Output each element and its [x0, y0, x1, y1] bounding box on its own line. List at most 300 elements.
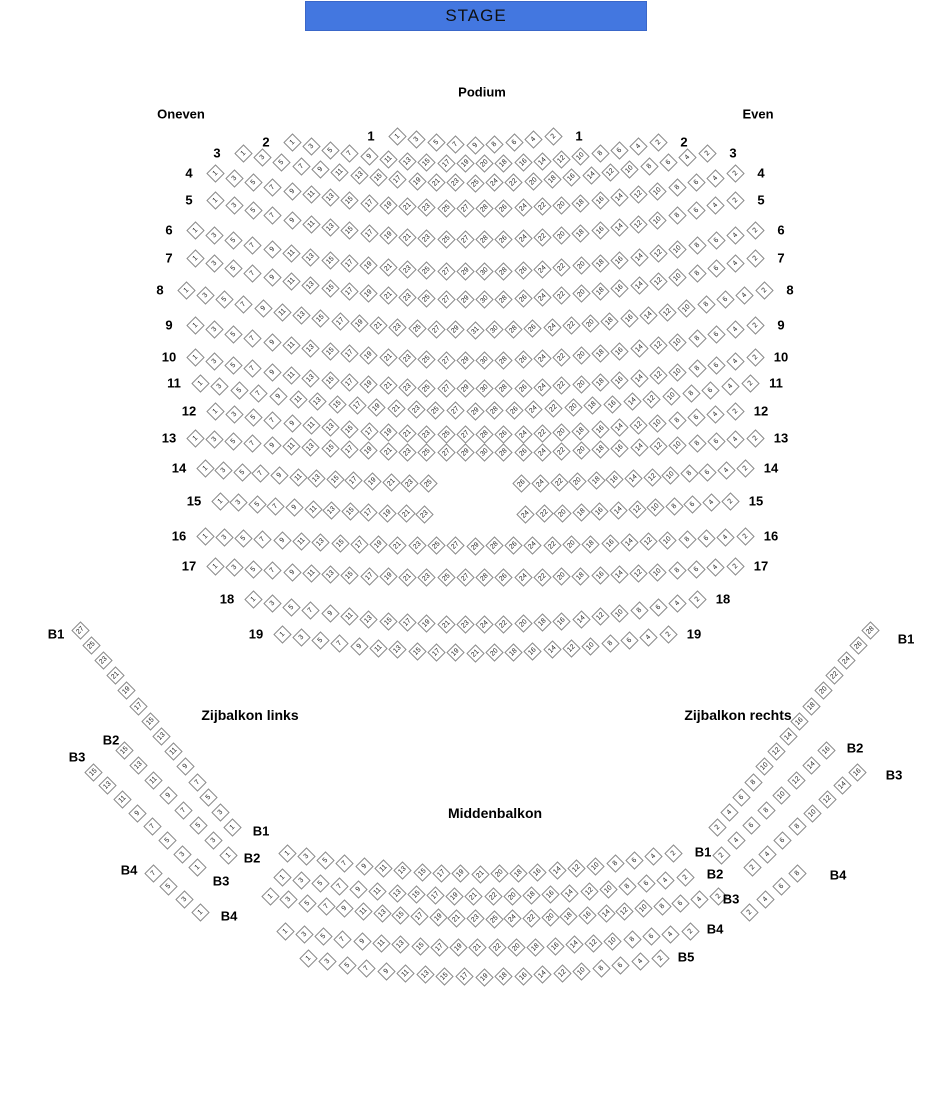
main-row-10-seat[interactable]: 28: [495, 379, 513, 397]
main-row-8-seat[interactable]: 18: [601, 312, 619, 330]
main-row-9-seat[interactable]: 2: [746, 316, 764, 334]
main-row-4-seat[interactable]: 19: [379, 196, 397, 214]
middenbalkon-B2-seat[interactable]: 22: [484, 888, 502, 906]
balcony-left-B3-seat[interactable]: 11: [114, 790, 132, 808]
middenbalkon-B5-seat[interactable]: 13: [416, 966, 434, 984]
middenbalkon-B3-seat[interactable]: 5: [298, 894, 316, 912]
main-row-14-seat[interactable]: 13: [307, 469, 325, 487]
main-row-7-seat[interactable]: 21: [379, 287, 397, 305]
main-row-8-seat[interactable]: 5: [215, 291, 233, 309]
main-row-3-seat[interactable]: 7: [292, 157, 310, 175]
main-row-3-seat[interactable]: 16: [562, 169, 580, 187]
main-row-19-seat[interactable]: 19: [446, 644, 464, 662]
main-row-19-seat[interactable]: 5: [311, 632, 329, 650]
main-row-15-seat[interactable]: 20: [553, 504, 571, 522]
main-row-2-seat[interactable]: 1: [283, 133, 301, 151]
main-row-13-seat[interactable]: 16: [611, 440, 629, 458]
main-row-13-seat[interactable]: 6: [707, 433, 725, 451]
middenbalkon-B1-seat[interactable]: 10: [587, 857, 605, 875]
main-row-12-seat[interactable]: 14: [610, 418, 628, 436]
main-row-18-seat[interactable]: 5: [282, 598, 300, 616]
middenbalkon-B4-seat[interactable]: 7: [334, 930, 352, 948]
main-row-6-seat[interactable]: 24: [533, 260, 551, 278]
middenbalkon-B3-seat[interactable]: 19: [429, 908, 447, 926]
middenbalkon-B3-seat[interactable]: 20: [541, 908, 559, 926]
main-row-11-seat[interactable]: 22: [544, 400, 562, 418]
main-row-7-seat[interactable]: 5: [224, 260, 242, 278]
main-row-18-seat[interactable]: 24: [475, 616, 493, 634]
main-row-12-seat[interactable]: 9: [283, 414, 301, 432]
balcony-left-B2-seat[interactable]: 9: [159, 786, 177, 804]
main-row-8-seat[interactable]: 24: [543, 318, 561, 336]
main-row-9-seat[interactable]: 7: [244, 329, 262, 347]
middenbalkon-B1-seat[interactable]: 3: [297, 848, 315, 866]
main-row-4-seat[interactable]: 7: [264, 178, 282, 196]
main-row-19-seat[interactable]: 10: [582, 637, 600, 655]
main-row-3-seat[interactable]: 20: [524, 172, 542, 190]
main-row-18-seat[interactable]: 2: [688, 590, 706, 608]
main-row-19-seat[interactable]: 3: [292, 628, 310, 646]
main-row-11-seat[interactable]: 5: [230, 381, 248, 399]
main-row-9-seat[interactable]: 30: [475, 352, 493, 370]
main-row-16-seat[interactable]: 11: [292, 533, 310, 551]
middenbalkon-B5-seat[interactable]: 9: [377, 962, 395, 980]
main-row-19-seat[interactable]: 20: [485, 644, 503, 662]
main-row-18-seat[interactable]: 21: [437, 615, 455, 633]
middenbalkon-B1-seat[interactable]: 19: [451, 865, 469, 883]
main-row-4-seat[interactable]: 10: [649, 182, 667, 200]
balcony-right-B3-seat[interactable]: 12: [818, 790, 836, 808]
balcony-right-B1-seat[interactable]: 6: [732, 788, 750, 806]
main-row-8-seat[interactable]: 26: [524, 319, 542, 337]
main-row-16-seat[interactable]: 26: [504, 537, 522, 555]
main-row-7-seat[interactable]: 30: [475, 291, 493, 309]
middenbalkon-B1-seat[interactable]: 16: [529, 863, 547, 881]
main-row-9-seat[interactable]: 3: [205, 321, 223, 339]
main-row-15-seat[interactable]: 18: [572, 503, 590, 521]
main-row-16-seat[interactable]: 2: [736, 527, 754, 545]
main-row-9-seat[interactable]: 26: [514, 351, 532, 369]
main-row-1-seat[interactable]: 2: [544, 127, 562, 145]
main-row-18-seat[interactable]: 17: [398, 613, 416, 631]
main-row-12-seat[interactable]: 16: [591, 420, 609, 438]
main-row-16-seat[interactable]: 16: [601, 534, 619, 552]
main-row-9-seat[interactable]: 27: [437, 351, 455, 369]
main-row-13-seat[interactable]: 9: [263, 436, 281, 454]
main-row-12-seat[interactable]: 25: [437, 426, 455, 444]
main-row-6-seat[interactable]: 19: [360, 257, 378, 275]
middenbalkon-B2-seat[interactable]: 1: [273, 868, 291, 886]
main-row-18-seat[interactable]: 10: [611, 605, 629, 623]
main-row-7-seat[interactable]: 11: [282, 273, 300, 291]
middenbalkon-B4-seat[interactable]: 8: [623, 930, 641, 948]
middenbalkon-B5-seat[interactable]: 3: [318, 953, 336, 971]
main-row-18-seat[interactable]: 19: [418, 615, 436, 633]
main-row-6-seat[interactable]: 29: [456, 263, 474, 281]
main-row-17-seat[interactable]: 17: [360, 567, 378, 585]
balcony-left-B4-seat[interactable]: 3: [175, 890, 193, 908]
main-row-14-seat[interactable]: 18: [587, 472, 605, 490]
middenbalkon-B1-seat[interactable]: 11: [374, 860, 392, 878]
middenbalkon-B5-seat[interactable]: 5: [338, 956, 356, 974]
middenbalkon-B1-seat[interactable]: 8: [606, 855, 624, 873]
main-row-7-seat[interactable]: 9: [263, 269, 281, 287]
middenbalkon-B5-seat[interactable]: 17: [455, 968, 473, 986]
main-row-19-seat[interactable]: 11: [369, 639, 387, 657]
main-row-14-seat[interactable]: 10: [661, 466, 679, 484]
main-row-3-seat[interactable]: 13: [350, 166, 368, 184]
main-row-6-seat[interactable]: 13: [302, 248, 320, 266]
main-row-4-seat[interactable]: 18: [572, 194, 590, 212]
main-row-10-seat[interactable]: 18: [591, 373, 609, 391]
main-row-14-seat[interactable]: 15: [326, 471, 344, 489]
balcony-left-B2-seat[interactable]: 7: [174, 801, 192, 819]
main-row-9-seat[interactable]: 15: [321, 342, 339, 360]
balcony-left-B1-seat[interactable]: 1: [223, 818, 241, 836]
balcony-left-B3-seat[interactable]: 5: [158, 831, 176, 849]
middenbalkon-B1-seat[interactable]: 12: [567, 860, 585, 878]
main-row-5-seat[interactable]: 18: [572, 224, 590, 242]
main-row-2-seat[interactable]: 3: [302, 137, 320, 155]
main-row-14-seat[interactable]: 6: [699, 463, 717, 481]
middenbalkon-B3-seat[interactable]: 22: [522, 909, 540, 927]
main-row-2-seat[interactable]: 9: [360, 147, 378, 165]
main-row-12-seat[interactable]: 7: [264, 411, 282, 429]
main-row-7-seat[interactable]: 19: [360, 285, 378, 303]
main-row-14-seat[interactable]: 12: [643, 468, 661, 486]
main-row-12-seat[interactable]: 11: [302, 416, 320, 434]
main-row-8-seat[interactable]: 13: [292, 306, 310, 324]
main-row-17-seat[interactable]: 24: [514, 568, 532, 586]
main-row-15-seat[interactable]: 10: [646, 499, 664, 517]
main-row-17-seat[interactable]: 11: [302, 564, 320, 582]
main-row-10-seat[interactable]: 16: [611, 371, 629, 389]
main-row-4-seat[interactable]: 17: [360, 194, 378, 212]
main-row-19-seat[interactable]: 12: [562, 639, 580, 657]
main-row-12-seat[interactable]: 22: [533, 424, 551, 442]
main-row-4-seat[interactable]: 20: [552, 196, 570, 214]
middenbalkon-B2-seat[interactable]: 5: [311, 875, 329, 893]
main-row-17-seat[interactable]: 15: [341, 566, 359, 584]
main-row-8-seat[interactable]: 9: [254, 299, 272, 317]
main-row-10-seat[interactable]: 5: [224, 356, 242, 374]
main-row-10-seat[interactable]: 3: [205, 352, 223, 370]
main-row-8-seat[interactable]: 20: [581, 314, 599, 332]
main-row-13-seat[interactable]: 1: [186, 429, 204, 447]
main-row-16-seat[interactable]: 17: [350, 535, 368, 553]
main-row-17-seat[interactable]: 1: [206, 557, 224, 575]
main-row-7-seat[interactable]: 25: [418, 290, 436, 308]
main-row-8-seat[interactable]: 29: [447, 321, 465, 339]
main-row-15-seat[interactable]: 16: [591, 502, 609, 520]
main-row-5-seat[interactable]: 25: [437, 230, 455, 248]
balcony-right-B1-seat[interactable]: 16: [791, 712, 809, 730]
balcony-right-B1-seat[interactable]: 10: [755, 758, 773, 776]
main-row-18-seat[interactable]: 18: [533, 613, 551, 631]
main-row-6-seat[interactable]: 16: [611, 252, 629, 270]
middenbalkon-B5-seat[interactable]: 2: [651, 949, 669, 967]
middenbalkon-B5-seat[interactable]: 7: [357, 959, 375, 977]
main-row-10-seat[interactable]: 20: [572, 375, 590, 393]
main-row-13-seat[interactable]: 7: [244, 434, 262, 452]
main-row-9-seat[interactable]: 21: [379, 348, 397, 366]
middenbalkon-B2-seat[interactable]: 8: [618, 878, 636, 896]
main-row-16-seat[interactable]: 21: [389, 536, 407, 554]
main-row-8-seat[interactable]: 6: [716, 291, 734, 309]
middenbalkon-B1-seat[interactable]: 17: [432, 864, 450, 882]
middenbalkon-B5-seat[interactable]: 4: [631, 953, 649, 971]
balcony-left-B1-seat[interactable]: 19: [118, 682, 136, 700]
balcony-right-B1-seat[interactable]: 24: [837, 651, 855, 669]
balcony-right-B1-seat[interactable]: 26: [849, 636, 867, 654]
main-row-13-seat[interactable]: 14: [630, 439, 648, 457]
balcony-right-B1-seat[interactable]: 4: [720, 803, 738, 821]
main-row-5-seat[interactable]: 16: [591, 222, 609, 240]
main-row-17-seat[interactable]: 13: [321, 565, 339, 583]
main-row-5-seat[interactable]: 19: [379, 226, 397, 244]
middenbalkon-B4-seat[interactable]: 15: [411, 937, 429, 955]
middenbalkon-B2-seat[interactable]: 7: [330, 878, 348, 896]
main-row-8-seat[interactable]: 15: [312, 309, 330, 327]
middenbalkon-B4-seat[interactable]: 12: [584, 934, 602, 952]
main-row-9-seat[interactable]: 20: [572, 347, 590, 365]
main-row-7-seat[interactable]: 8: [688, 264, 706, 282]
main-row-15-seat[interactable]: 23: [415, 505, 433, 523]
main-row-7-seat[interactable]: 14: [630, 276, 648, 294]
main-row-11-seat[interactable]: 16: [603, 395, 621, 413]
main-row-19-seat[interactable]: 4: [639, 628, 657, 646]
main-row-4-seat[interactable]: 13: [321, 189, 339, 207]
main-row-4-seat[interactable]: 8: [668, 178, 686, 196]
main-row-2-seat[interactable]: 20: [475, 155, 493, 173]
balcony-right-B1-seat[interactable]: 20: [814, 682, 832, 700]
main-row-12-seat[interactable]: 13: [321, 418, 339, 436]
middenbalkon-B3-seat[interactable]: 3: [279, 890, 297, 908]
main-row-11-seat[interactable]: 17: [348, 397, 366, 415]
main-row-4-seat[interactable]: 12: [630, 186, 648, 204]
main-row-2-seat[interactable]: 12: [552, 150, 570, 168]
main-row-5-seat[interactable]: 10: [649, 211, 667, 229]
middenbalkon-B2-seat[interactable]: 4: [657, 871, 675, 889]
main-row-6-seat[interactable]: 22: [553, 259, 571, 277]
middenbalkon-B3-seat[interactable]: 13: [373, 904, 391, 922]
main-row-9-seat[interactable]: 14: [630, 339, 648, 357]
middenbalkon-B5-seat[interactable]: 11: [397, 964, 415, 982]
main-row-15-seat[interactable]: 14: [609, 501, 627, 519]
main-row-15-seat[interactable]: 15: [341, 502, 359, 520]
middenbalkon-B2-seat[interactable]: 10: [599, 880, 617, 898]
main-row-6-seat[interactable]: 17: [340, 254, 358, 272]
main-row-12-seat[interactable]: 24: [514, 425, 532, 443]
main-row-13-seat[interactable]: 2: [746, 429, 764, 447]
main-row-5-seat[interactable]: 2: [726, 191, 744, 209]
balcony-right-B2-seat[interactable]: 14: [802, 756, 820, 774]
main-row-4-seat[interactable]: 28: [475, 200, 493, 218]
main-row-18-seat[interactable]: 16: [553, 612, 571, 630]
main-row-16-seat[interactable]: 3: [215, 528, 233, 546]
middenbalkon-B1-seat[interactable]: 6: [625, 851, 643, 869]
middenbalkon-B3-seat[interactable]: 23: [466, 910, 484, 928]
main-row-17-seat[interactable]: 12: [630, 564, 648, 582]
main-row-6-seat[interactable]: 25: [418, 262, 436, 280]
main-row-11-seat[interactable]: 21: [387, 400, 405, 418]
main-row-2-seat[interactable]: 18: [495, 154, 513, 172]
main-row-3-seat[interactable]: 5: [272, 153, 290, 171]
balcony-right-B3-seat[interactable]: 6: [773, 831, 791, 849]
main-row-2-seat[interactable]: 10: [572, 147, 590, 165]
main-row-16-seat[interactable]: 15: [331, 534, 349, 552]
main-row-2-seat[interactable]: 8: [591, 144, 609, 162]
balcony-right-B1-seat[interactable]: 8: [744, 773, 762, 791]
main-row-14-seat[interactable]: 1: [196, 459, 214, 477]
main-row-13-seat[interactable]: 5: [224, 433, 242, 451]
balcony-right-B3-seat[interactable]: 16: [848, 763, 866, 781]
main-row-4-seat[interactable]: 22: [533, 197, 551, 215]
middenbalkon-B5-seat[interactable]: 1: [299, 949, 317, 967]
main-row-7-seat[interactable]: 17: [340, 282, 358, 300]
main-row-14-seat[interactable]: 2: [736, 459, 754, 477]
main-row-17-seat[interactable]: 14: [610, 565, 628, 583]
main-row-11-seat[interactable]: 23: [407, 401, 425, 419]
main-row-17-seat[interactable]: 3: [225, 559, 243, 577]
middenbalkon-B5-seat[interactable]: 6: [612, 956, 630, 974]
balcony-left-B1-seat[interactable]: 3: [211, 803, 229, 821]
main-row-12-seat[interactable]: 8: [668, 411, 686, 429]
main-row-2-seat[interactable]: 11: [379, 150, 397, 168]
main-row-3-seat[interactable]: 11: [330, 164, 348, 182]
main-row-17-seat[interactable]: 20: [552, 567, 570, 585]
middenbalkon-B4-seat[interactable]: 16: [546, 937, 564, 955]
main-row-12-seat[interactable]: 15: [341, 420, 359, 438]
main-row-3-seat[interactable]: 4: [678, 149, 696, 167]
main-row-6-seat[interactable]: 7: [244, 236, 262, 254]
middenbalkon-B5-seat[interactable]: 16: [514, 967, 532, 985]
main-row-7-seat[interactable]: 27: [437, 290, 455, 308]
main-row-11-seat[interactable]: 10: [662, 388, 680, 406]
middenbalkon-B1-seat[interactable]: 2: [664, 844, 682, 862]
main-row-5-seat[interactable]: 14: [610, 218, 628, 236]
main-row-19-seat[interactable]: 9: [350, 637, 368, 655]
main-row-11-seat[interactable]: 3: [210, 378, 228, 396]
main-row-10-seat[interactable]: 13: [302, 369, 320, 387]
main-row-16-seat[interactable]: 9: [273, 532, 291, 550]
main-row-6-seat[interactable]: 20: [572, 257, 590, 275]
main-row-19-seat[interactable]: 14: [543, 641, 561, 659]
main-row-14-seat[interactable]: 11: [289, 468, 307, 486]
balcony-left-B3-seat[interactable]: 7: [143, 818, 161, 836]
main-row-6-seat[interactable]: 26: [514, 262, 532, 280]
main-row-13-seat[interactable]: 29: [456, 444, 474, 462]
main-row-3-seat[interactable]: 8: [640, 157, 658, 175]
main-row-18-seat[interactable]: 13: [360, 610, 378, 628]
main-row-14-seat[interactable]: 4: [717, 461, 735, 479]
middenbalkon-B3-seat[interactable]: 9: [335, 900, 353, 918]
main-row-8-seat[interactable]: 25: [408, 319, 426, 337]
main-row-10-seat[interactable]: 7: [244, 360, 262, 378]
main-row-17-seat[interactable]: 10: [649, 563, 667, 581]
main-row-10-seat[interactable]: 26: [514, 379, 532, 397]
main-row-4-seat[interactable]: 9: [283, 182, 301, 200]
main-row-17-seat[interactable]: 26: [495, 569, 513, 587]
main-row-9-seat[interactable]: 4: [726, 321, 744, 339]
main-row-7-seat[interactable]: 16: [611, 280, 629, 298]
balcony-left-B3-seat[interactable]: 1: [188, 859, 206, 877]
main-row-13-seat[interactable]: 18: [591, 441, 609, 459]
main-row-5-seat[interactable]: 9: [283, 211, 301, 229]
middenbalkon-B4-seat[interactable]: 19: [449, 938, 467, 956]
main-row-10-seat[interactable]: 23: [398, 378, 416, 396]
balcony-left-B1-seat[interactable]: 27: [71, 621, 89, 639]
main-row-5-seat[interactable]: 21: [398, 228, 416, 246]
main-row-12-seat[interactable]: 17: [360, 422, 378, 440]
main-row-3-seat[interactable]: 12: [601, 164, 619, 182]
main-row-9-seat[interactable]: 10: [669, 333, 687, 351]
middenbalkon-B3-seat[interactable]: 24: [503, 910, 521, 928]
main-row-8-seat[interactable]: 23: [389, 318, 407, 336]
middenbalkon-B1-seat[interactable]: 4: [644, 848, 662, 866]
main-row-9-seat[interactable]: 11: [282, 336, 300, 354]
main-row-6-seat[interactable]: 4: [726, 226, 744, 244]
main-row-5-seat[interactable]: 20: [552, 226, 570, 244]
main-row-14-seat[interactable]: 8: [680, 465, 698, 483]
middenbalkon-B5-seat[interactable]: 15: [436, 967, 454, 985]
balcony-left-B2-seat[interactable]: 15: [115, 741, 133, 759]
main-row-8-seat[interactable]: 31: [466, 321, 484, 339]
main-row-16-seat[interactable]: 24: [524, 536, 542, 554]
balcony-right-B3-seat[interactable]: 10: [803, 804, 821, 822]
main-row-3-seat[interactable]: 24: [485, 174, 503, 192]
main-row-6-seat[interactable]: 12: [649, 245, 667, 263]
main-row-13-seat[interactable]: 23: [398, 443, 416, 461]
main-row-4-seat[interactable]: 5: [244, 174, 262, 192]
main-row-17-seat[interactable]: 5: [244, 560, 262, 578]
main-row-17-seat[interactable]: 22: [533, 568, 551, 586]
main-row-15-seat[interactable]: 22: [535, 505, 553, 523]
main-row-17-seat[interactable]: 4: [707, 559, 725, 577]
middenbalkon-B3-seat[interactable]: 15: [391, 906, 409, 924]
middenbalkon-B4-seat[interactable]: 18: [527, 938, 545, 956]
main-row-10-seat[interactable]: 21: [379, 377, 397, 395]
main-row-18-seat[interactable]: 11: [340, 607, 358, 625]
main-row-13-seat[interactable]: 20: [572, 442, 590, 460]
balcony-left-B1-seat[interactable]: 25: [82, 636, 100, 654]
main-row-7-seat[interactable]: 10: [669, 269, 687, 287]
balcony-right-B2-seat[interactable]: 12: [787, 771, 805, 789]
main-row-14-seat[interactable]: 5: [233, 463, 251, 481]
main-row-8-seat[interactable]: 2: [755, 281, 773, 299]
main-row-13-seat[interactable]: 13: [302, 439, 320, 457]
main-row-18-seat[interactable]: 1: [244, 590, 262, 608]
middenbalkon-B5-seat[interactable]: 18: [494, 968, 512, 986]
main-row-19-seat[interactable]: 21: [466, 644, 484, 662]
main-row-11-seat[interactable]: 24: [525, 401, 543, 419]
middenbalkon-B2-seat[interactable]: 2: [676, 868, 694, 886]
main-row-7-seat[interactable]: 7: [244, 264, 262, 282]
middenbalkon-B1-seat[interactable]: 1: [278, 844, 296, 862]
main-row-18-seat[interactable]: 3: [263, 594, 281, 612]
main-row-17-seat[interactable]: 9: [283, 563, 301, 581]
main-row-16-seat[interactable]: 5: [234, 529, 252, 547]
main-row-3-seat[interactable]: 9: [311, 160, 329, 178]
balcony-left-B4-seat[interactable]: 5: [159, 877, 177, 895]
middenbalkon-B3-seat[interactable]: 12: [615, 902, 633, 920]
main-row-14-seat[interactable]: 7: [252, 465, 270, 483]
main-row-7-seat[interactable]: 26: [514, 290, 532, 308]
main-row-12-seat[interactable]: 4: [707, 405, 725, 423]
main-row-5-seat[interactable]: 4: [707, 197, 725, 215]
main-row-4-seat[interactable]: 6: [687, 174, 705, 192]
middenbalkon-B2-seat[interactable]: 17: [426, 887, 444, 905]
